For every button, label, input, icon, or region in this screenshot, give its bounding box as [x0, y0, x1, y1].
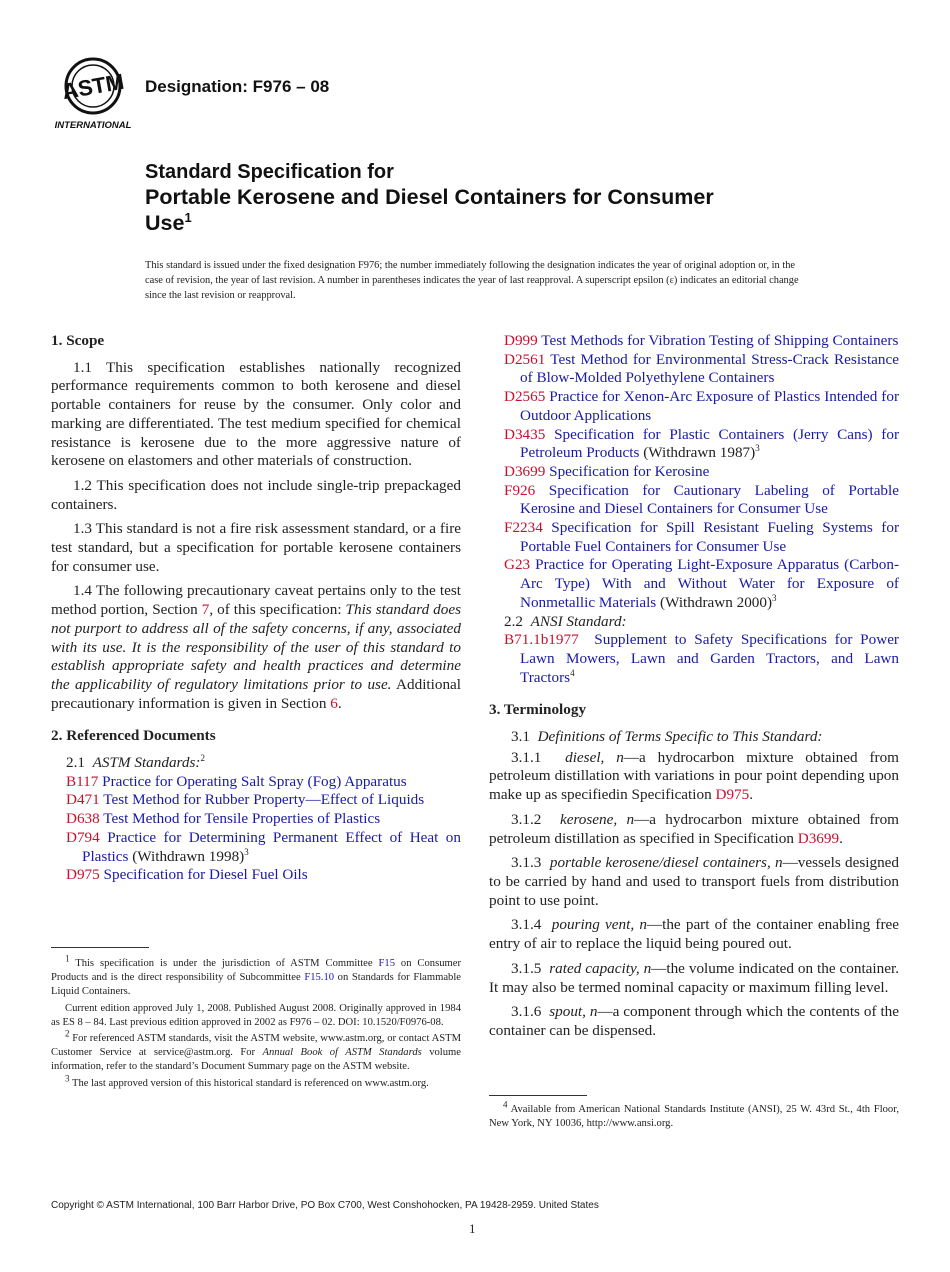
astm-ref-f2234[interactable]: F2234 Specification for Spill Resistant Fueling Systems for Portable Fuel Containers for Consumer Use: [504, 519, 900, 555]
scope-1-1: 1.1 This specification establishes nationally recognized performance requirements common to both kerosene and diesel portable containers for reuse by the consumer. Only color and marking are differentiated. The test medium specified for chemical resistance is kerosene due to the more aggressive nature of kerosene on elastomers and other materials of construction.: [51, 358, 461, 470]
astm-standards-label: 2.1 ASTM Standards:$^2$: [66, 753, 205, 772]
term-diesel: 3.1.1 diesel, n—a hydrocarbon mixture obtained from petroleum distillation with variations in pour point depending upon make up as specifiedin Specification D975.: [489, 748, 899, 804]
astm-logo: [52, 56, 134, 130]
svg-text:ASTM: ASTM: [60, 68, 126, 105]
astm-ref-d999[interactable]: D999 Test Methods for Vibration Testing of Shipping Containers: [504, 332, 899, 349]
term-kerosene: 3.1.2 kerosene, n—a hydrocarbon mixture obtained from petroleum distillation as specified in Specification D3699.: [489, 810, 899, 847]
astm-ref-b117[interactable]: B117 Practice for Operating Salt Spray (Fog) Apparatus: [66, 772, 407, 790]
footnote-3: $^3$ The last approved version of this historical standard is referenced on www.astm.org.: [65, 1073, 429, 1089]
copyright-line: Copyright © ASTM International, 100 Barr Harbor Drive, PO Box C700, West Conshohocken, PA 19428-2959. United States: [51, 1200, 599, 1211]
document-title: [145, 160, 825, 236]
astm-ref-d975[interactable]: D975 Specification for Diesel Fuel Oils: [66, 866, 308, 884]
astm-ref-d638[interactable]: D638 Test Method for Tensile Properties of Plastics: [66, 810, 381, 828]
footnote-rule-right: [489, 1095, 587, 1096]
term-portable-containers: 3.1.3 portable kerosene/diesel containers, n—vessels designed to be carried by hand and used to transport fuels from distribution point to use point.: [489, 854, 900, 909]
astm-ref-d3435[interactable]: D3435 Specification for Plastic Containers (Jerry Cans) for Petroleum Products (Withdrawn 1987)$^3$: [504, 425, 900, 462]
astm-ref-d794[interactable]: D794 Practice for Determining Permanent Effect of Heat on Plastics (Withdrawn 1998)$^3$: [66, 828, 461, 865]
term-rated-capacity: 3.1.5 rated capacity, n—the volume indicated on the container. It may also be termed nominal capacity or maximum filling level.: [489, 959, 899, 996]
scope-heading: 1. Scope: [51, 332, 105, 349]
title-line-3: Use$^1$: [145, 209, 192, 235]
section-7-link[interactable]: 7: [201, 601, 210, 619]
footnote-1-edition: Current edition approved July 1, 2008. Published August 2008. Originally approved in 1984 as ES 8 – 84. Last previous edition approved in 2002 as F976 – 02. DOI: 10.1520/F0976-08.: [51, 1002, 461, 1028]
designation: Designation: F976 – 08: [145, 77, 330, 96]
term-pouring-vent: 3.1.4 pouring vent, n—the part of the container enabling free entry of air to replace the liquid being poured out.: [489, 916, 899, 953]
scope-1-4: 1.4 The following precautionary caveat pertains only to the test method portion, Section 7, of this specification: This standard does not purport to address all of the safety concerns, if any, associated with its use. It is the responsibility of the user of this standard to establish appropriate safety and health practices and determine the applicability of regulatory limitations prior to use. Additional precautionary information is given in Section 6.: [51, 582, 461, 712]
f15-link[interactable]: F15: [378, 958, 396, 969]
d975-link[interactable]: D975: [715, 786, 750, 804]
footnote-4: $^4$ Available from American National Standards Institute (ANSI), 25 W. 43rd St., 4th Floor, New York, NY 10036, http://www.ansi.org.: [489, 1099, 899, 1130]
issue-note: This standard is issued under the fixed designation F976; the number immediately following the designation indicates the year of original adoption or, in the case of revision, the year of last revision. A number in parentheses indicates the year of last reapproval. A superscript epsilon (ε) indicates an editorial change since the last revision or reapproval.: [145, 260, 799, 301]
page-number: 1: [469, 1221, 476, 1236]
right-column: [489, 332, 899, 1047]
scope-1-3: 1.3 This standard is not a fire risk assessment standard, or a fire test standard, but a specification for portable kerosene containers for consumer use.: [51, 520, 461, 575]
ref-list-left: [51, 773, 461, 885]
astm-ref-f926[interactable]: F926 Specification for Cautionary Labeling of Portable Kerosine and Diesel Containers for Consumer Use: [504, 481, 899, 518]
footnote-1: $^1$ This specification is under the jurisdiction of ASTM Committee F15 on Consumer Products and is the direct responsibility of Subcommittee F15.10 on Standards for Flammable Liquid Containers.: [51, 953, 461, 998]
footnote-2: $^2$ For referenced ASTM standards, visit the ASTM website, www.astm.org, or contact ASTM Customer Service at service@astm.org. For Annual Book of ASTM Standards volume information, refer to the standard’s Document Summary page on the ASTM website.: [51, 1028, 461, 1073]
footnotes-right: [489, 1099, 899, 1133]
refdocs-heading: 2. Referenced Documents: [51, 727, 216, 745]
footnote-rule-left: [51, 947, 149, 948]
ansi-ref[interactable]: B71.1b1977 Supplement to Safety Specifications for Power Lawn Mowers, Lawn and Garden Tractors, and Lawn Tractors$^4$: [504, 631, 899, 686]
astm-ref-d2561[interactable]: D2561 Test Method for Environmental Stress-Crack Resistance of Blow-Molded Polyethylene Containers: [504, 350, 899, 387]
astm-ref-g23[interactable]: G23 Practice for Operating Light-Exposure Apparatus (Carbon-Arc Type) With and Without Water for Exposure of Nonmetallic Materials (Withdrawn 2000)$^3$: [504, 556, 900, 611]
astm-ref-d471[interactable]: D471 Test Method for Rubber Property—Effect of Liquids: [66, 791, 425, 809]
scope-1-2: 1.2 This specification does not include single-trip prepackaged containers.: [51, 476, 461, 513]
d3699-link[interactable]: D3699: [797, 829, 840, 847]
ref-list-right: [489, 332, 899, 613]
title-footnote-mark: 1: [184, 209, 192, 225]
astm-ref-d3699[interactable]: D3699 Specification for Kerosine: [504, 462, 710, 480]
f15-10-link[interactable]: F15.10: [304, 972, 335, 984]
terminology-heading: 3. Terminology: [489, 701, 587, 719]
left-column: [51, 332, 461, 885]
definitions-label: 3.1 Definitions of Terms Specific to This Standard:: [511, 728, 823, 746]
term-spout: 3.1.6 spout, n—a component through which the contents of the container can be dispensed.: [489, 1003, 899, 1039]
astm-ref-d2565[interactable]: D2565 Practice for Xenon-Arc Exposure of Plastics Intended for Outdoor Applications: [504, 388, 899, 424]
title-line-1: Standard Specification for: [145, 161, 394, 183]
footnotes-left: [51, 953, 461, 1093]
title-line-2: Portable Kerosene and Diesel Containers for Consumer: [145, 185, 714, 209]
section-6-link[interactable]: 6: [330, 694, 338, 712]
svg-text:INTERNATIONAL: INTERNATIONAL: [54, 120, 132, 130]
ansi-standard-label: 2.2 ANSI Standard:: [504, 612, 627, 630]
